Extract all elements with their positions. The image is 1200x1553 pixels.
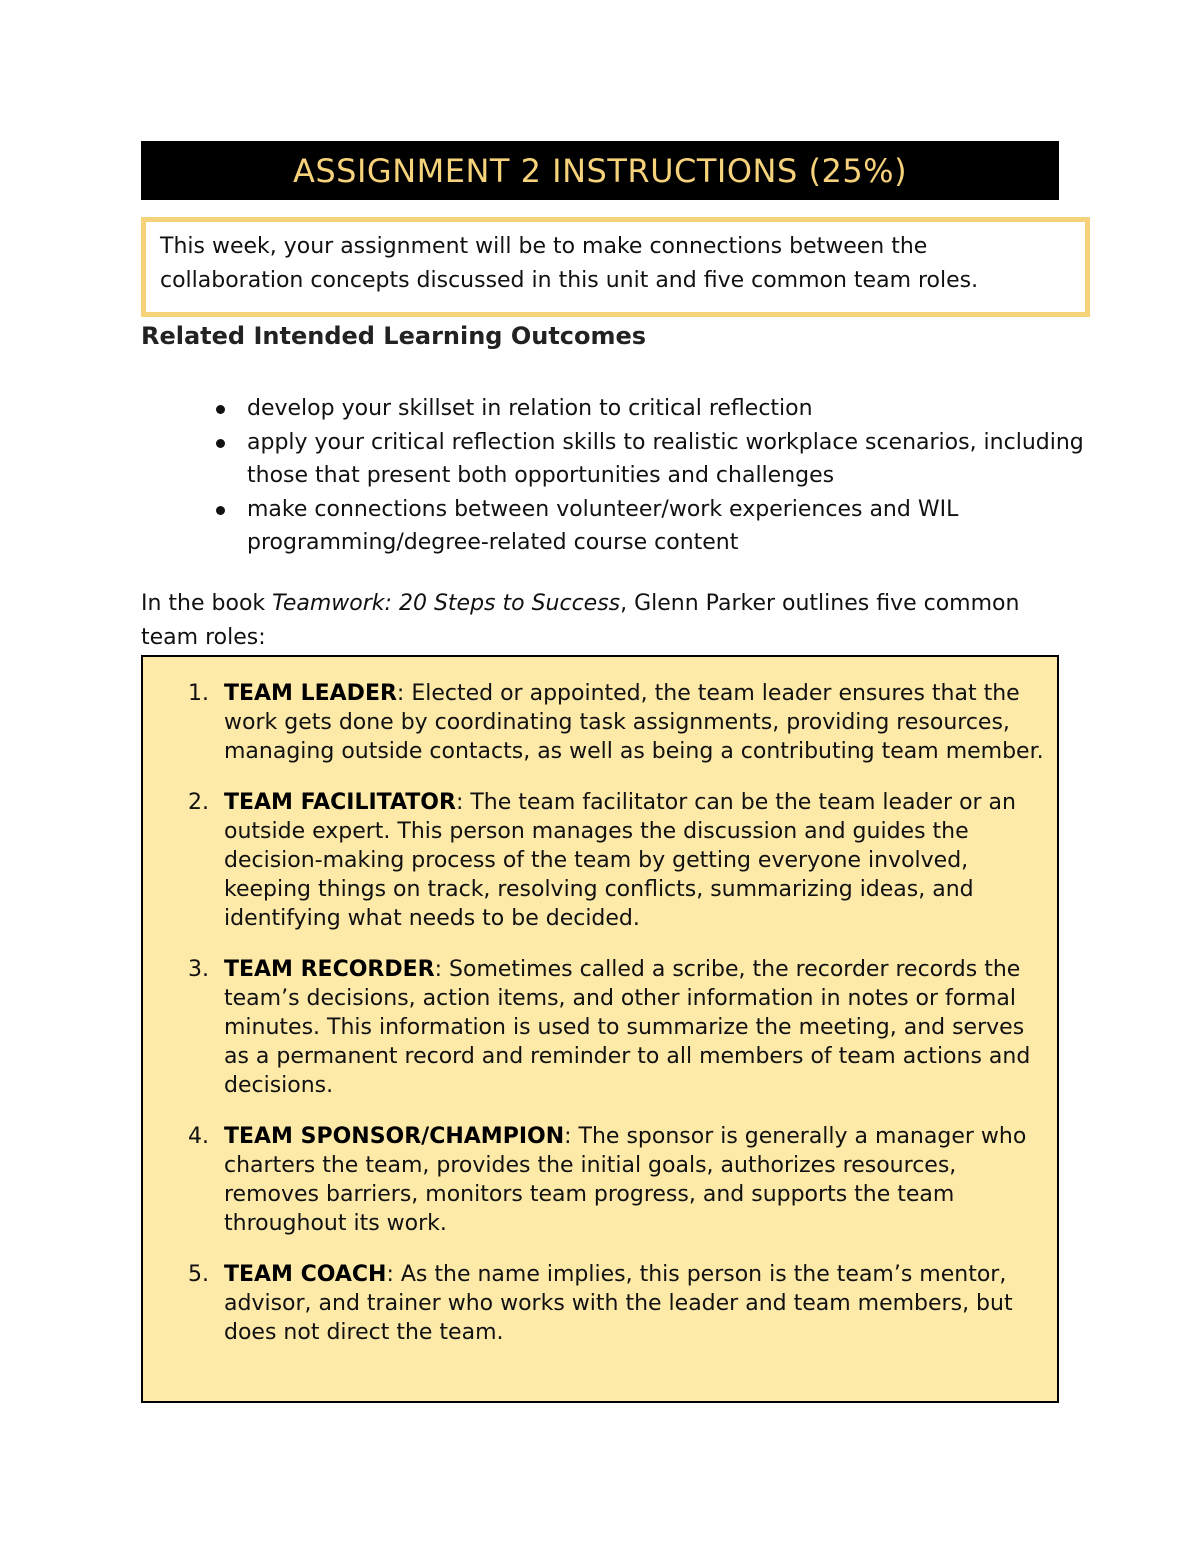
role-description: : The sponsor is generally a manager who charters the team, provides the initial goals, authorizes resources, removes barriers, monitors team progress, and supports the team throughout its work.	[224, 1124, 1027, 1236]
role-number: 2.	[188, 790, 209, 815]
bullet-icon	[216, 439, 225, 448]
book-intro-suffix: , Glenn Parker outlines five common team roles:	[141, 591, 1020, 650]
intro-line-2: collaboration concepts discussed in this unit and five common team roles.	[160, 268, 979, 293]
outcome-item	[247, 426, 1147, 493]
outcome-text: develop your skillset in relation to critical reflection	[247, 396, 813, 421]
role-name: TEAM LEADER	[224, 681, 397, 706]
outcome-text: make connections between volunteer/work experiences and WIL programming/degree-related course content	[247, 496, 959, 556]
role-number: 5.	[188, 1262, 209, 1287]
assignment-title: ASSIGNMENT 2 INSTRUCTIONS (25%)	[292, 151, 908, 190]
role-name: TEAM COACH	[224, 1262, 387, 1287]
role-name: TEAM SPONSOR/CHAMPION	[224, 1124, 565, 1149]
role-item-team-recorder	[143, 955, 1057, 1100]
outcome-text: apply your critical reflection skills to realistic workplace scenarios, including those that present both opportunities and challenges	[247, 429, 1084, 489]
team-roles-box	[141, 655, 1059, 1403]
assignment-title-bar	[141, 141, 1059, 200]
intro-text	[160, 230, 1071, 298]
role-item-team-facilitator	[143, 788, 1057, 933]
intro-line-1: This week, your assignment will be to make connections between the	[160, 234, 928, 259]
role-item-team-coach	[143, 1260, 1057, 1347]
book-title: Teamwork: 20 Steps to Success	[272, 591, 621, 616]
role-description: : Sometimes called a scribe, the recorder records the team’s decisions, action items, and other information in notes or formal minutes. This information is used to summarize the meeting, and serves as a permanent record and reminder to all members of team actions and decisions.	[224, 957, 1031, 1098]
role-item-team-leader	[143, 679, 1057, 766]
role-number: 1.	[188, 681, 209, 706]
role-description: : The team facilitator can be the team leader or an outside expert. This person manages the discussion and guides the decision-making process of the team by getting everyone involved, keeping things on track, resolving conflicts, summarizing ideas, and identifying what needs to be decided.	[224, 790, 1016, 931]
bullet-icon	[216, 506, 225, 515]
bullet-icon	[216, 405, 225, 414]
book-intro-prefix: In the book	[141, 591, 273, 616]
team-roles-list	[143, 679, 1057, 1369]
role-description: : As the name implies, this person is the team’s mentor, advisor, and trainer who works with the leader and team members, but does not direct the team.	[224, 1262, 1013, 1345]
role-item-team-sponsor	[143, 1122, 1057, 1238]
outcomes-heading: Related Intended Learning Outcomes	[141, 322, 647, 350]
role-description: : Elected or appointed, the team leader ensures that the work gets done by coordinating task assignments, providing resources, managing outside contacts, as well as being a contributing team member.	[224, 681, 1044, 764]
role-name: TEAM RECORDER	[224, 957, 435, 982]
role-number: 4.	[188, 1124, 209, 1149]
intro-callout	[141, 217, 1090, 317]
book-intro-paragraph	[141, 587, 1041, 655]
role-number: 3.	[188, 957, 209, 982]
role-name: TEAM FACILITATOR	[224, 790, 456, 815]
outcome-item	[247, 493, 1147, 560]
outcomes-list	[141, 392, 1147, 560]
outcome-item	[247, 392, 1147, 426]
